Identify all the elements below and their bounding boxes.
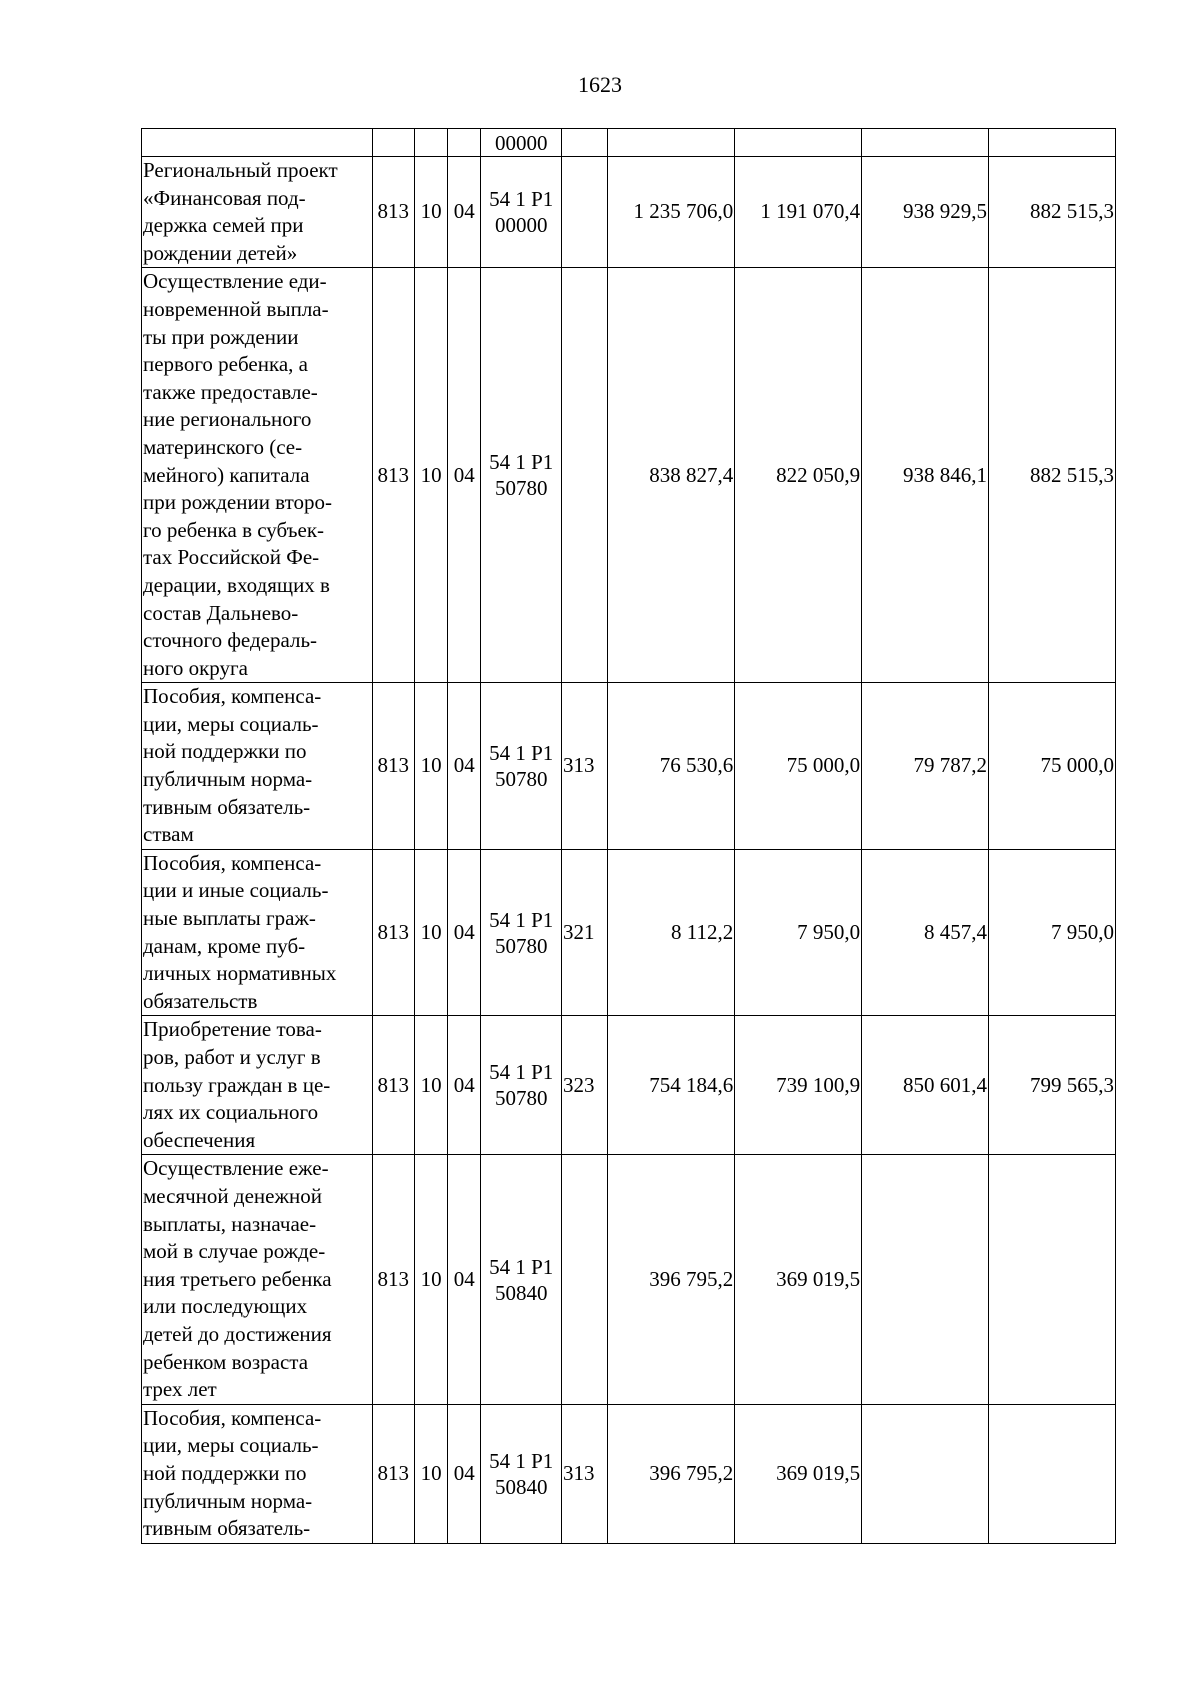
cell-name-line: обязательств xyxy=(143,988,258,1013)
cell-csr xyxy=(481,1404,562,1543)
table-row xyxy=(142,1404,1116,1543)
cell-name-line: ной поддержки по xyxy=(143,739,307,764)
cell-csr xyxy=(481,1016,562,1155)
cell-csr-line: 50840 xyxy=(494,1474,548,1499)
cell-grbs: 813 xyxy=(372,849,414,1016)
cell-csr: 00000 xyxy=(481,129,562,157)
cell-value-2: 369 019,5 xyxy=(735,1155,862,1404)
cell-rz: 10 xyxy=(414,1016,447,1155)
cell-csr-line: 50780 xyxy=(494,767,548,792)
cell-name-line: детей до достижения xyxy=(143,1321,332,1346)
cell-csr xyxy=(481,849,562,1016)
cell-name-line: рождении детей» xyxy=(143,240,298,265)
cell-grbs: 813 xyxy=(372,1016,414,1155)
cell-csr-line: 54 1 P1 xyxy=(489,450,554,475)
cell-value-2: 75 000,0 xyxy=(735,683,862,850)
cell-value-3 xyxy=(862,1155,989,1404)
cell-rz xyxy=(414,129,447,157)
cell-name-line: публичным норма- xyxy=(143,1488,313,1513)
cell-name xyxy=(142,268,373,683)
cell-value-3: 938 929,5 xyxy=(862,157,989,268)
cell-name xyxy=(142,1155,373,1404)
cell-name-line: при рождении второ- xyxy=(143,490,332,515)
cell-value-1 xyxy=(608,129,735,157)
cell-value-1: 754 184,6 xyxy=(608,1016,735,1155)
cell-vr: 313 xyxy=(562,1404,608,1543)
cell-vr: 321 xyxy=(562,849,608,1016)
cell-name xyxy=(142,157,373,268)
cell-rz: 10 xyxy=(414,849,447,1016)
cell-name-line: материнского (се- xyxy=(143,434,303,459)
cell-vr: 313 xyxy=(562,683,608,850)
cell-name-line: ции и иные социаль- xyxy=(143,878,329,903)
cell-csr-line: 50780 xyxy=(494,933,548,958)
cell-name-line: первого ребенка, а xyxy=(143,352,308,377)
cell-value-3: 79 787,2 xyxy=(862,683,989,850)
cell-value-4: 882 515,3 xyxy=(989,157,1116,268)
cell-rz: 10 xyxy=(414,1155,447,1404)
cell-grbs: 813 xyxy=(372,1155,414,1404)
table-row xyxy=(142,849,1116,1016)
page-number: 1623 xyxy=(578,72,622,97)
cell-name-line: лях их социального xyxy=(143,1100,319,1125)
cell-vr xyxy=(562,1155,608,1404)
cell-value-3 xyxy=(862,1404,989,1543)
cell-name-line: держка семей при xyxy=(143,213,304,238)
cell-name-line: дерации, входящих в xyxy=(143,572,330,597)
cell-name-line: выплаты, назначае- xyxy=(143,1211,317,1236)
cell-name-line: или последующих xyxy=(143,1294,308,1319)
cell-name-line: трех лет xyxy=(143,1377,217,1402)
table-row xyxy=(142,683,1116,850)
cell-vr: 323 xyxy=(562,1016,608,1155)
cell-value-2: 369 019,5 xyxy=(735,1404,862,1543)
budget-table xyxy=(141,128,1116,1544)
cell-csr xyxy=(481,683,562,850)
cell-rz: 10 xyxy=(414,1404,447,1543)
cell-vr xyxy=(562,268,608,683)
cell-value-3: 850 601,4 xyxy=(862,1016,989,1155)
cell-pr: 04 xyxy=(448,1404,481,1543)
cell-name-line: личных нормативных xyxy=(143,961,337,986)
table-row xyxy=(142,1016,1116,1155)
cell-name-line: ции, меры социаль- xyxy=(143,1433,319,1458)
cell-name-line: ной поддержки по xyxy=(143,1460,307,1485)
cell-csr-line: 50840 xyxy=(494,1280,548,1305)
cell-value-1: 1 235 706,0 xyxy=(608,157,735,268)
cell-value-2 xyxy=(735,129,862,157)
cell-csr xyxy=(481,157,562,268)
cell-name xyxy=(142,1404,373,1543)
cell-name-line: ров, работ и услуг в xyxy=(143,1045,321,1069)
cell-name-line: данам, кроме пуб- xyxy=(143,933,306,958)
cell-name-line: Пособия, компенса- xyxy=(143,1405,322,1430)
cell-csr-line: 00000 xyxy=(494,213,548,238)
cell-value-4 xyxy=(989,129,1116,157)
cell-name-line: Приобретение това- xyxy=(143,1017,322,1042)
cell-value-2: 7 950,0 xyxy=(735,849,862,1016)
cell-value-2: 822 050,9 xyxy=(735,268,862,683)
cell-name-line: ния третьего ребенка xyxy=(143,1266,332,1291)
cell-name-line: мой в случае рожде- xyxy=(143,1239,326,1264)
cell-grbs: 813 xyxy=(372,268,414,683)
table-row xyxy=(142,129,1116,157)
table-row xyxy=(142,1155,1116,1404)
cell-vr xyxy=(562,129,608,157)
cell-pr: 04 xyxy=(448,1155,481,1404)
cell-grbs: 813 xyxy=(372,157,414,268)
cell-name-line: ние регионального xyxy=(143,407,312,432)
cell-value-4 xyxy=(989,1404,1116,1543)
cell-name-line: также предоставле- xyxy=(143,379,318,404)
cell-name-line: мейного) капитала xyxy=(143,462,310,487)
cell-name-line: публичным норма- xyxy=(143,767,313,792)
cell-value-2: 1 191 070,4 xyxy=(735,157,862,268)
cell-value-1: 76 530,6 xyxy=(608,683,735,850)
cell-name-line: Региональный проект xyxy=(143,158,338,182)
cell-pr: 04 xyxy=(448,157,481,268)
cell-grbs xyxy=(372,129,414,157)
cell-value-4: 882 515,3 xyxy=(989,268,1116,683)
cell-vr xyxy=(562,157,608,268)
cell-csr xyxy=(481,1155,562,1404)
cell-value-1: 8 112,2 xyxy=(608,849,735,1016)
cell-csr-line: 54 1 P1 xyxy=(489,1060,554,1085)
cell-name-line: Осуществление еже- xyxy=(143,1156,329,1181)
cell-value-4: 75 000,0 xyxy=(989,683,1116,850)
cell-pr: 04 xyxy=(448,683,481,850)
cell-value-4: 7 950,0 xyxy=(989,849,1116,1016)
cell-grbs: 813 xyxy=(372,683,414,850)
cell-csr-line: 54 1 P1 xyxy=(489,1254,554,1279)
cell-value-4 xyxy=(989,1155,1116,1404)
cell-name-line: го ребенка в субъек- xyxy=(143,517,325,542)
cell-name-line: состав Дальнево- xyxy=(143,600,299,625)
cell-name-line: «Финансовая под- xyxy=(143,185,306,210)
cell-rz: 10 xyxy=(414,268,447,683)
cell-pr: 04 xyxy=(448,849,481,1016)
cell-csr-line: 50780 xyxy=(494,476,548,501)
cell-value-3 xyxy=(862,129,989,157)
cell-name-line: Пособия, компенса- xyxy=(143,850,322,875)
cell-csr-line: 50780 xyxy=(494,1086,548,1111)
cell-name-line: ребенком возраста xyxy=(143,1349,309,1374)
cell-value-1: 838 827,4 xyxy=(608,268,735,683)
cell-value-3: 938 846,1 xyxy=(862,268,989,683)
cell-pr: 04 xyxy=(448,1016,481,1155)
cell-value-2: 739 100,9 xyxy=(735,1016,862,1155)
cell-rz: 10 xyxy=(414,683,447,850)
cell-name xyxy=(142,849,373,1016)
cell-name-line: тивным обязатель- xyxy=(143,1516,311,1541)
cell-pr xyxy=(448,129,481,157)
cell-name-line: ствам xyxy=(143,822,194,847)
cell-name-line: Пособия, компенса- xyxy=(143,684,322,709)
cell-name-line: тах Российской Фе- xyxy=(143,545,320,570)
cell-name-line: Осуществление еди- xyxy=(143,269,327,294)
cell-value-1: 396 795,2 xyxy=(608,1404,735,1543)
cell-grbs: 813 xyxy=(372,1404,414,1543)
cell-name-line: сточного федераль- xyxy=(143,628,318,653)
cell-name-line: ции, меры социаль- xyxy=(143,711,319,736)
cell-csr-line: 54 1 P1 xyxy=(489,907,554,932)
cell-name xyxy=(142,1016,373,1155)
cell-name-line: обеспечения xyxy=(143,1127,256,1152)
cell-name-line: ты при рождении xyxy=(143,324,299,349)
cell-name xyxy=(142,129,373,157)
cell-csr-line: 54 1 P1 xyxy=(489,741,554,766)
cell-name-line: новременной выпла- xyxy=(143,296,329,321)
cell-name-line: месячной денежной xyxy=(143,1183,322,1208)
cell-csr-line: 54 1 P1 xyxy=(489,187,554,212)
cell-value-4: 799 565,3 xyxy=(989,1016,1116,1155)
cell-name-line: ного округа xyxy=(143,655,248,680)
table-row xyxy=(142,268,1116,683)
cell-name-line: тивным обязатель- xyxy=(143,794,311,819)
cell-pr: 04 xyxy=(448,268,481,683)
cell-name-line: ные выплаты граж- xyxy=(143,906,316,931)
cell-value-1: 396 795,2 xyxy=(608,1155,735,1404)
cell-value-3: 8 457,4 xyxy=(862,849,989,1016)
cell-rz: 10 xyxy=(414,157,447,268)
cell-csr-line: 54 1 P1 xyxy=(489,1448,554,1473)
cell-name xyxy=(142,683,373,850)
cell-name-line: пользу граждан в це- xyxy=(143,1072,331,1097)
cell-csr xyxy=(481,268,562,683)
table-row xyxy=(142,157,1116,268)
